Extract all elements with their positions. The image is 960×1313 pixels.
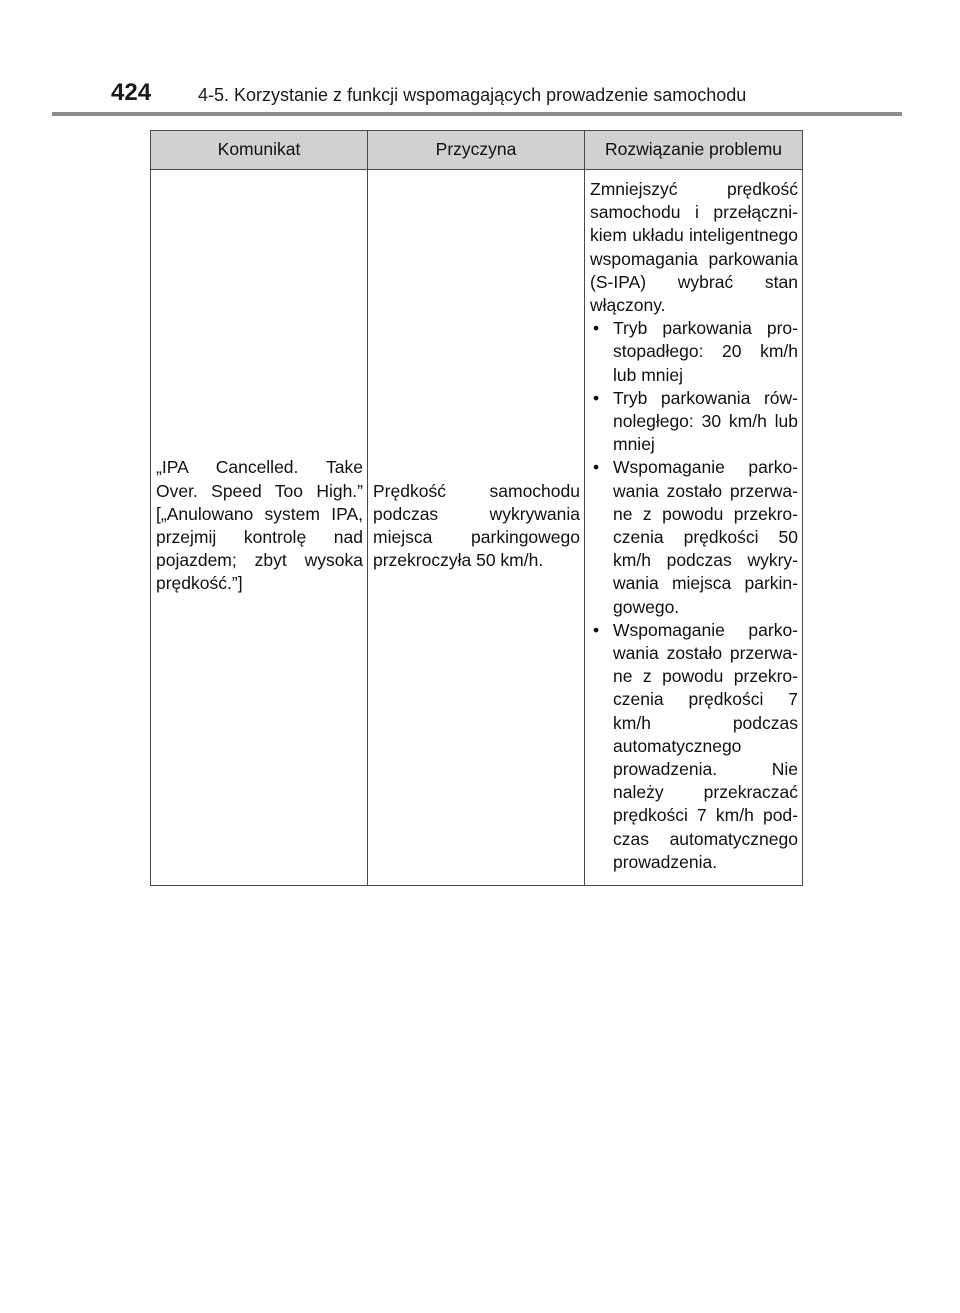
bullet-icon: • xyxy=(593,387,600,408)
section-title: 4-5. Korzystanie z funkcji wspomagających prowadzenie samochodu xyxy=(198,85,747,105)
list-item-text: Wspomaganie parkowania zostało przerwane z powodu przekroczenia prędkości 50 km/h podczas wykrywania miejsca parkingowego. xyxy=(613,457,798,617)
list-item-text: Wspomaganie parkowania zostało przerwane z powodu przekroczenia prędkości 7 km/h podczas automatycznego prowadzenia. Nie należy przekraczać prędkości 7 km/h podczas automatycznego prowadzenia. xyxy=(613,619,798,872)
list-item xyxy=(590,456,798,618)
list-item xyxy=(590,619,798,874)
solution-intro: Zmniejszyć prędkość samochodu i przełącznikiem układu inteligentnego wspomagania parkowania (S-IPA) wybrać stan włączony. xyxy=(590,179,798,316)
page-number: 424 xyxy=(111,79,152,106)
cause-text: Prędkość samochodu podczas wykrywania miejsca parkingowego przekroczyła 50 km/h. xyxy=(373,480,580,571)
message-cell xyxy=(151,170,368,886)
list-item xyxy=(590,387,798,457)
table-row xyxy=(151,170,803,886)
list-item xyxy=(590,317,798,387)
bullet-icon: • xyxy=(593,619,600,640)
table-header-row xyxy=(151,131,803,170)
column-header-message: Komunikat xyxy=(151,131,368,170)
bullet-icon: • xyxy=(593,457,600,478)
cause-cell xyxy=(368,170,585,886)
message-text: „IPA Cancelled. Take Over. Speed Too High.” [„Anulowano system IPA, przejmij kontrolę nad pojazdem; zbyt wysoka prędkość.”] xyxy=(156,457,363,594)
column-header-cause: Przyczyna xyxy=(368,131,585,170)
bullet-icon: • xyxy=(593,318,600,339)
solution-bullet-list xyxy=(590,317,798,874)
list-item-text: Tryb parkowania równoległego: 30 km/h lub mniej xyxy=(613,387,798,455)
header-divider xyxy=(52,112,902,116)
list-item-text: Tryb parkowania prostopadłego: 20 km/h lub mniej xyxy=(613,318,798,385)
column-header-solution: Rozwiązanie problemu xyxy=(585,131,803,170)
page-header xyxy=(0,78,960,108)
solution-cell xyxy=(585,170,803,886)
messages-table xyxy=(150,130,803,886)
